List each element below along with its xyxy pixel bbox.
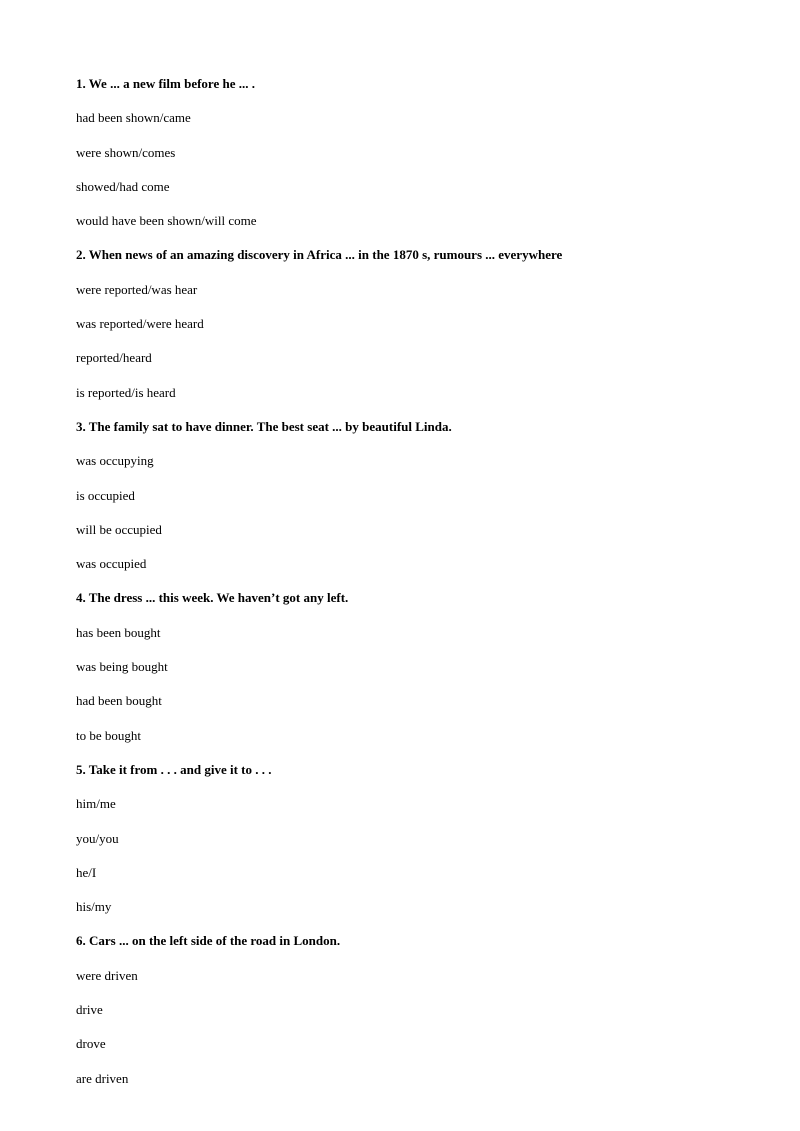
quiz-document — [76, 75, 756, 1104]
question-1: 1. We ... a new film before he ... . — [76, 76, 255, 91]
question-3: 3. The family sat to have dinner. The best seat ... by beautiful Linda. — [76, 418, 452, 434]
question-4-option-2: was being bought — [76, 659, 168, 675]
question-4-option-3: had been bought — [76, 693, 162, 709]
question-4-option-4: to be bought — [76, 727, 141, 743]
question-3-option-1: was occupying — [76, 453, 154, 469]
question-3-option-2: is occupied — [76, 487, 135, 503]
question-2-option-2: was reported/were heard — [76, 316, 204, 332]
question-5: 5. Take it from . . . and give it to . . . — [76, 761, 272, 777]
question-1-option-1: had been shown/came — [76, 110, 191, 126]
question-2: 2. When news of an amazing discovery in Africa ... in the 1870 s, rumours ... everywhere — [76, 247, 563, 263]
question-5-option-1: him/me — [76, 796, 116, 812]
question-2-option-4: is reported/is heard — [76, 384, 176, 400]
question-1-option-2: were shown/comes — [76, 144, 176, 160]
question-2-option-3: reported/heard — [76, 350, 152, 366]
question-3-option-4: was occupied — [76, 556, 147, 572]
question-6: 6. Cars ... on the left side of the road in London. — [76, 933, 341, 949]
question-6-option-3: drove — [76, 1036, 106, 1052]
question-1-option-4: would have been shown/will come — [76, 213, 257, 229]
question-6-option-4: are driven — [76, 1070, 129, 1086]
question-6-option-2: drive — [76, 1002, 103, 1018]
question-4: 4. The dress ... this week. We haven’t got any left. — [76, 590, 349, 606]
question-5-option-4: his/my — [76, 899, 112, 915]
question-4-option-1: has been bought — [76, 624, 161, 640]
question-3-option-3: will be occupied — [76, 521, 162, 537]
question-2-option-1: were reported/was hear — [76, 281, 198, 297]
question-6-option-1: were driven — [76, 967, 138, 983]
question-1-option-3: showed/had come — [76, 178, 170, 194]
question-5-option-3: he/I — [76, 864, 97, 880]
question-5-option-2: you/you — [76, 830, 119, 846]
